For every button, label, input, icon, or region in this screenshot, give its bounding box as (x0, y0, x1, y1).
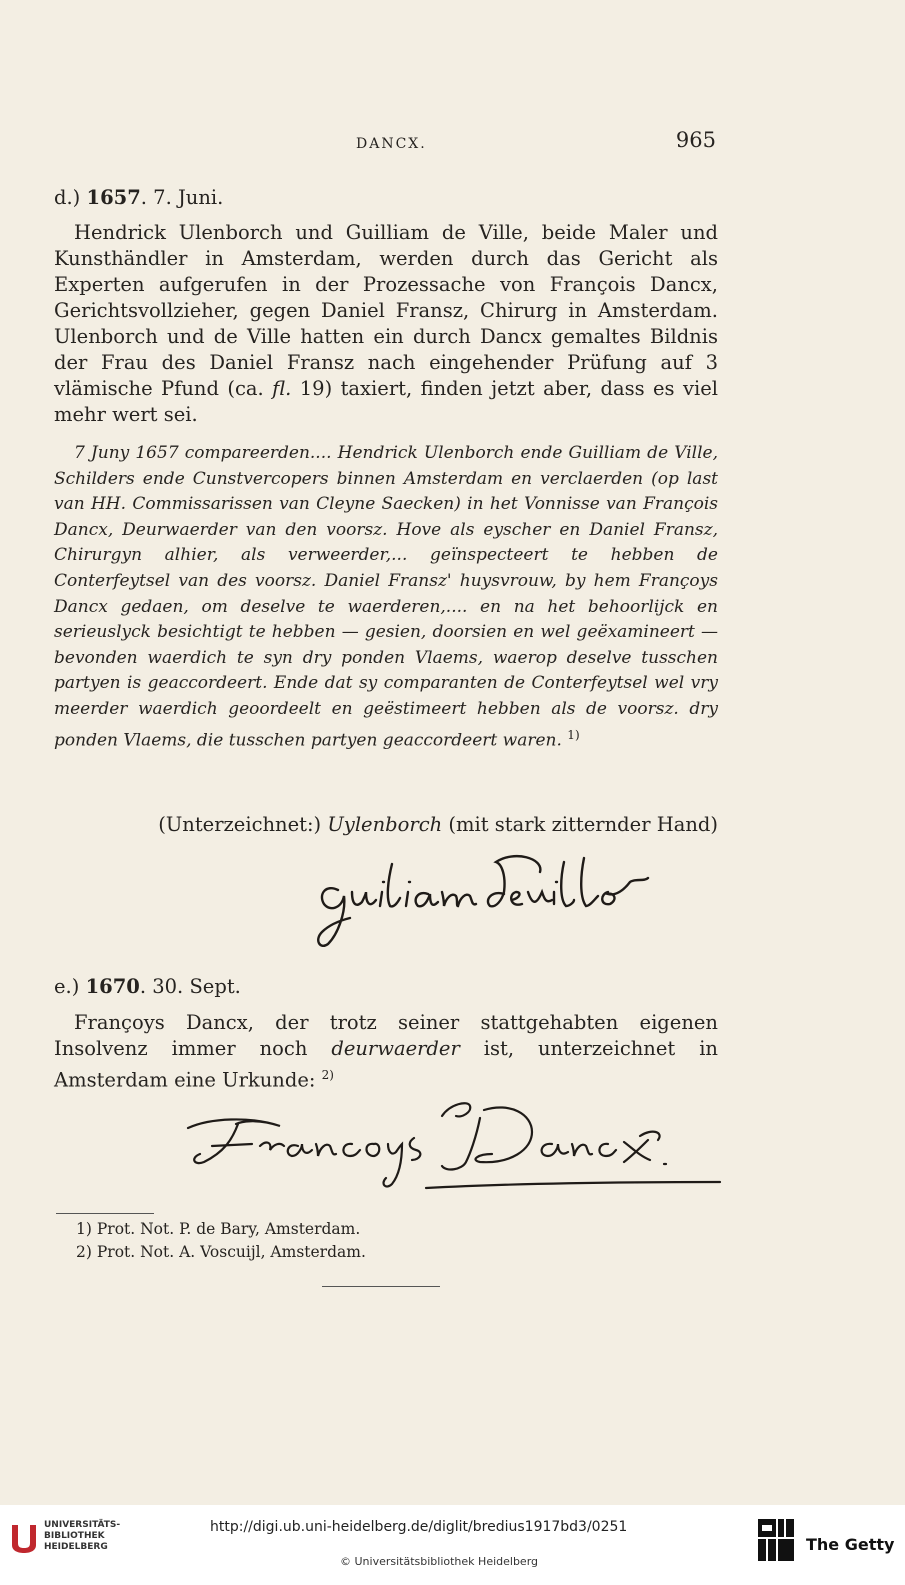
running-header (56, 128, 716, 156)
section-d-body-fl: fl. (272, 377, 292, 400)
university-library-name: UNIVERSITÄTS- BIBLIOTHEK HEIDELBERG (44, 1520, 121, 1552)
end-rule (322, 1286, 440, 1287)
section-e-body-a: Françoys Dancx, der trotz seiner stattgehabten eigenen Insolvenz immer noch (54, 1011, 718, 1060)
section-e-body-b: ist, unterzeichnet in Amsterdam eine Urkunde: (54, 1037, 718, 1092)
signed-name: Uylenborch (327, 813, 443, 836)
section-d-body (54, 220, 718, 428)
getty-logo-icon (756, 1517, 796, 1565)
footnote-2-num: 2) (76, 1243, 92, 1261)
section-d-body-end: 19) taxiert, finden jetzt aber, dass es viel mehr wert sei. (54, 377, 718, 426)
signature-dancx-image (180, 1088, 725, 1198)
running-title: DANCX. (356, 136, 427, 152)
signed-note: (mit stark zitternder Hand) (448, 813, 718, 836)
section-e-heading (54, 974, 718, 1000)
footnote-2-text: Prot. Not. A. Voscuijl, Amsterdam. (96, 1243, 366, 1261)
page-number: 965 (675, 128, 716, 152)
signature-deville-image (308, 842, 698, 952)
footnote-separator (56, 1213, 154, 1214)
section-d-body-text: Hendrick Ulenborch und Guilliam de Ville, beide Maler und Kunsthändler in Amsterdam, werden durch das Gericht als Experten aufgerufen in der Prozessache von François Dancx, Gerichtsvollzieher, gegen Daniel Fransz, Chirurg in Amsterdam. Ulenborch und de Ville hatten ein durch Dancx gemaltes Bildnis der Frau des Daniel Fransz nach eingehender Prüfung auf 3 vlämische Pfund (ca. (54, 221, 718, 400)
footnote-ref-2: 2) (321, 1068, 334, 1082)
section-d-quote (54, 441, 718, 754)
section-d-heading (54, 185, 718, 211)
section-e-year: 1670 (85, 975, 140, 998)
footnote-ref-1: 1) (567, 727, 580, 742)
section-d-quote-text: 7 Juny 1657 compareerden.... Hendrick Ulenborch ende Guilliam de Ville, Schilders ende Cunstvercopers binnen Amsterdam en verclaerden (op last van HH. Commissarissen van Cleyne Saecken) in het Vonnisse van François Dancx, Deurwaerder van den voorsz. Hove als eyscher en Daniel Fransz, Chirurgyn alhier, als verweerder,... geïnspecteert te hebben de Conterfeytsel van des voorsz. Daniel Fransz' huysvrouw, by hem Françoys Dancx gedaen, om deselve te waerderen,.... en na het behoorlijck en serieuslyck besichtigt te hebben — gesien, doorsien en wel geëxamineert — bevonden waerdich te syn dry ponden Vlaems, waerop deselve tusschen partyen is geaccordeert. Ende dat sy comparanten de Conterfeytsel wel vry meerder waerdich geoordeelt en geëstimeert hebben als de voorsz. dry ponden Vlaems, die tusschen partyen geaccordeert waren. (54, 443, 718, 751)
footnote-1 (76, 1219, 360, 1240)
getty-label: The Getty (806, 1535, 895, 1554)
footnote-1-num: 1) (76, 1220, 92, 1238)
section-e-label: e.) (54, 975, 80, 998)
signed-line (54, 812, 718, 838)
section-d-label: d.) (54, 186, 81, 209)
footnote-2 (76, 1242, 366, 1263)
university-library-logo-icon (8, 1521, 40, 1555)
footnote-1-text: Prot. Not. P. de Bary, Amsterdam. (96, 1220, 361, 1238)
copyright-notice: © Universitätsbibliothek Heidelberg (340, 1555, 539, 1568)
section-e-date: . 30. Sept. (139, 975, 241, 998)
section-e-body (54, 1010, 718, 1094)
section-d-date: . 7. Juni. (140, 186, 224, 209)
viewer-footer (0, 1505, 905, 1585)
signed-prefix: (Unterzeichnet:) (158, 813, 322, 836)
section-e-body-it: deurwaerder (331, 1037, 460, 1060)
section-d-year: 1657 (86, 186, 141, 209)
permalink-url[interactable]: http://digi.ub.uni-heidelberg.de/diglit/bredius1917bd3/0251 (210, 1519, 628, 1535)
